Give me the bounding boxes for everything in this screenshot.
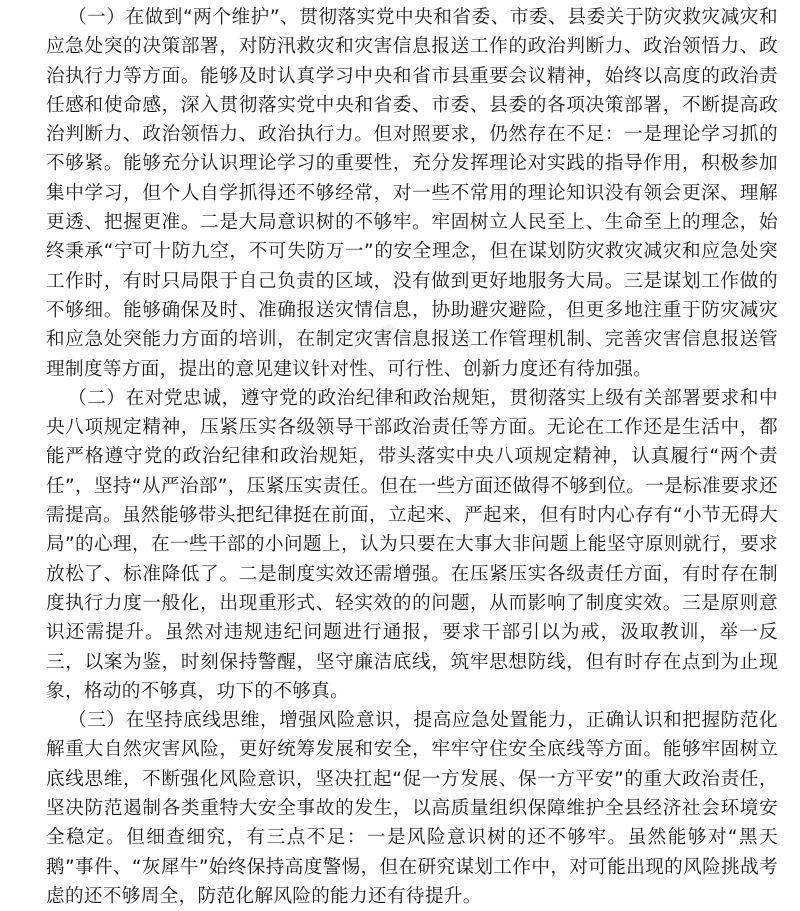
paragraph-section-3: （三）在坚持底线思维，增强风险意识，提高应急处置能力，正确认识和把握防范化解重大自然灾害风险，更好统筹发展和安全，牢牢守住安全底线等方面。能够牢固树立底线思维，不断强化风险意识，坚决扛起“促一方发展、保一方平安”的重大政治责任，坚决防范遏制各类重特大安全事故的发生，以高质量组织保障维护全县经济社会环境安全稳定。但细查细究，有三点不足：一是风险意识树的还不够牢。虽然能够对“黑天鹅”事件、“灰犀牛”始终保持高度警惕，但在研究谋划工作中，对可能出现的风险挑战考虑的还不够周全，防范化解风险的能力还有待提升。 bbox=[46, 710, 778, 907]
document-body bbox=[46, 3, 778, 911]
paragraph-section-1: （一）在做到“两个维护”、贯彻落实党中央和省委、市委、县委关于防灾救灾减灾和应急处突的决策部署，对防汛救灾和灾害信息报送工作的政治判断力、政治领悟力、政治执行力等方面。能够及时认真学习中央和省市县重要会议精神，始终以高度的政治责任感和使命感，深入贯彻落实党中央和省委、市委、县委的各项决策部署，不断提高政治判断力、政治领悟力、政治执行力。但对照要求，仍然存在不足：一是理论学习抓的不够紧。能够充分认识理论学习的重要性，充分发挥理论对实践的指导作用，积极参加集中学习，但个人自学抓得还不够经常，对一些不常用的理论知识没有领会更深、理解更透、把握更准。二是大局意识树的不够牢。牢固树立人民至上、生命至上的理念，始终秉承“宁可十防九空，不可失防万一”的安全理念，但在谋划防灾救灾减灾和应急处突工作时，有时只局限于自己负责的区域，没有做到更好地服务大局。三是谋划工作做的不够细。能够确保及时、准确报送灾情信息，协助避灾避险，但更多地注重于防灾减灾和应急处突能力方面的培训，在制定灾害信息报送工作管理机制、完善灾害信息报送管理制度等方面，提出的意见建议针对性、可行性、创新力度还有待加强。 bbox=[46, 7, 778, 380]
paragraph-section-2: （二）在对党忠诚，遵守党的政治纪律和政治规矩，贯彻落实上级有关部署要求和中央八项规定精神，压紧压实各级领导干部政治责任等方面。无论在工作还是生活中，都能严格遵守党的政治纪律和政治规矩，带头落实中央八项规定精神，认真履行“两个责任”，坚持“从严治部”，压紧压实责任。但在一些方面还做得不够到位。一是标准要求还需提高。虽然能够带头把纪律挺在前面，立起来、严起来，但有时内心存有“小节无碍大局”的心理，在一些干部的小问题上，认为只要在大事大非问题上能坚守原则就行，要求放松了、标准降低了。二是制度实效还需增强。在压紧压实各级责任方面，有时存在制度执行力度一般化，出现重形式、轻实效的的问题，从而影响了制度实效。三是原则意识还需提升。虽然对违规违纪问题进行通报，要求干部引以为戒，汲取教训，举一反三，以案为鉴，时刻保持警醒，坚守廉洁底线，筑牢思想防线，但有时存在点到为止现象，格动的不够真，功下的不够真。 bbox=[46, 387, 778, 702]
watermark-mark: ▪ ▪ ▪ bbox=[297, 307, 409, 391]
